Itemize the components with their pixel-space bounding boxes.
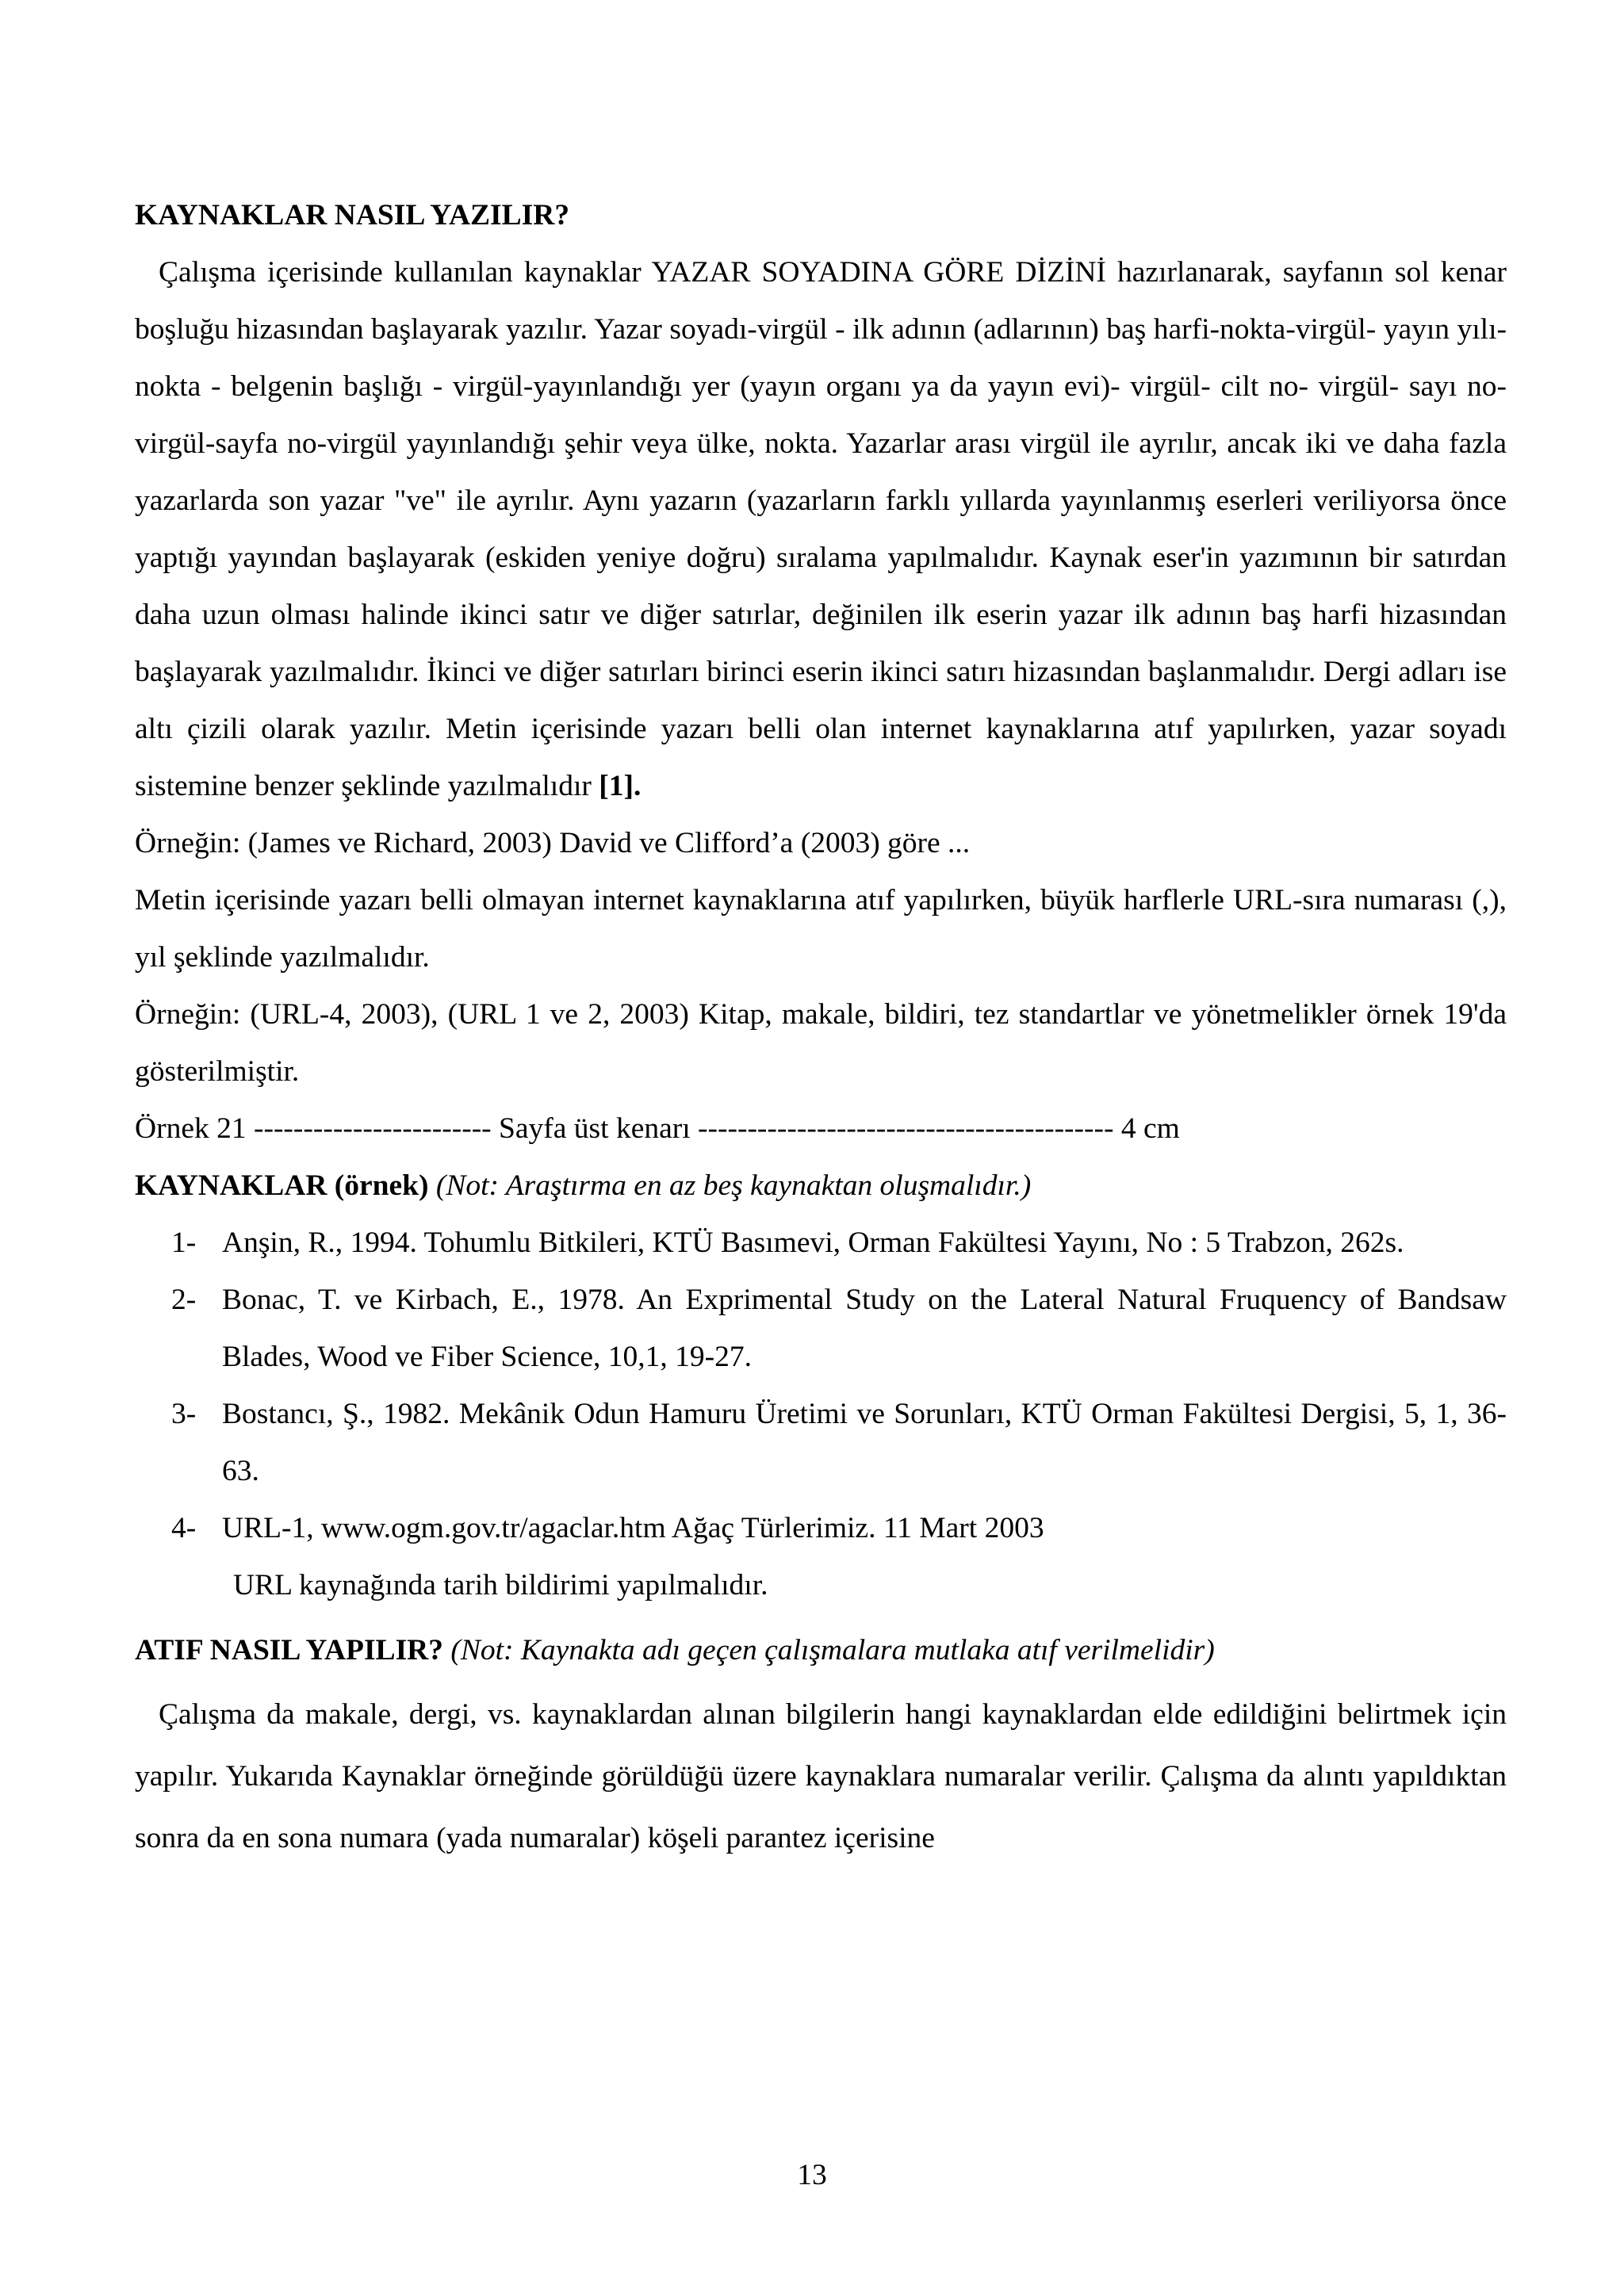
example-21-margin-line: Örnek 21 ------------------------ Sayfa üst kenarı ------------------------------------------ 4 cm [135, 1112, 1180, 1145]
references-title: KAYNAKLAR (örnek) [135, 1169, 429, 1202]
reference-text: Bonac, T. ve Kirbach, E., 1978. An Exprimental Study on the Lateral Natural Fruquency of Bandsaw Blades, Wood ve Fiber Science, 10,1, 19-27. [222, 1284, 1507, 1373]
atif-heading [135, 1622, 1507, 1679]
citation-reference: [1]. [599, 770, 642, 802]
reference-item [135, 1386, 1507, 1500]
atif-note: (Not: Kaynakta adı geçen çalışmalara mutlaka atıf verilmelidir) [450, 1634, 1215, 1667]
references-note: (Not: Araştırma en az beş kaynaktan oluşmalıdır.) [435, 1169, 1032, 1202]
url-date-note: URL kaynağında tarih bildirimi yapılmalıdır. [233, 1569, 768, 1601]
url-citation-paragraph: Metin içerisinde yazarı belli olmayan internet kaynaklarına atıf yapılırken, büyük harflerle URL-sıra numarası (,), yıl şeklinde yazılmalıdır. [135, 884, 1507, 974]
reference-text: Anşin, R., 1994. Tohumlu Bitkileri, KTÜ Basımevi, Orman Fakültesi Yayını, No : 5 Trabzon, 262s. [222, 1226, 1404, 1259]
kaynaklar-instructions-paragraph [135, 244, 1507, 815]
section-title-kaynaklar-nasil-yazilir: KAYNAKLAR NASIL YAZILIR? [135, 199, 570, 232]
reference-text: Bostancı, Ş., 1982. Mekânik Odun Hamuru Üretimi ve Sorunları, KTÜ Orman Fakültesi Dergisi, 5, 1, 36-63. [222, 1398, 1507, 1487]
reference-number: 1- [171, 1226, 197, 1259]
references-heading [135, 1158, 1507, 1215]
page-content [135, 187, 1507, 1869]
page-number: 13 [797, 2159, 827, 2191]
reference-item [135, 1272, 1507, 1386]
example-url-citation: Örneğin: (URL-4, 2003), (URL 1 ve 2, 2003) Kitap, makale, bildiri, tez standartlar ve yönetmelikler örnek 19'da gösterilmiştir. [135, 998, 1507, 1088]
reference-list [135, 1215, 1507, 1557]
reference-item [135, 1215, 1507, 1272]
reference-item [135, 1500, 1507, 1557]
section-title-atif-nasil-yapilir: ATIF NASIL YAPILIR? [135, 1634, 443, 1667]
reference-text: URL-1, www.ogm.gov.tr/agaclar.htm Ağaç Türlerimiz. 11 Mart 2003 [222, 1512, 1044, 1544]
example-author-citation: Örneğin: (James ve Richard, 2003) David ve Clifford’a (2003) göre ... [135, 827, 971, 859]
reference-number: 3- [171, 1398, 197, 1430]
atif-paragraph: Çalışma da makale, dergi, vs. kaynaklardan alınan bilgilerin hangi kaynaklardan elde edildiğini belirtmek için yapılır. Yukarıda Kaynaklar örneğinde görüldüğü üzere kaynaklara numaralar verilir. Çalışma da alıntı yapıldıktan sonra da en sona numara (yada numaralar) köşeli parantez içerisine [135, 1698, 1507, 1854]
kaynaklar-instructions-text: Çalışma içerisinde kullanılan kaynaklar YAZAR SOYADINA GÖRE DİZİNİ hazırlanarak, sayfanın sol kenar boşluğu hizasından başlayarak yazılır. Yazar soyadı-virgül - ilk adının (adlarının) baş harfi-nokta-virgül- yayın yılı- nokta - belgenin başlığı - virgül-yayınlandığı yer (yayın organı ya da yayın evi)- virgül- cilt no- virgül- sayı no- virgül-sayfa no-virgül yayınlandığı şehir veya ülke, nokta. Yazarlar arası virgül ile ayrılır, ancak iki ve daha fazla yazarlarda son yazar "ve" ile ayrılır. Aynı yazarın (yazarların farklı yıllarda yayınlanmış eserleri veriliyorsa önce yaptığı yayından başlayarak (eskiden yeniye doğru) sıralama yapılmalıdır. Kaynak eser'in yazımının bir satırdan daha uzun olması halinde ikinci satır ve diğer satırlar, değinilen ilk eserin yazar ilk adının baş harfi hizasından başlayarak yazılmalıdır. İkinci ve diğer satırları birinci eserin ikinci satırı hizasından başlanmalıdır. Dergi adları ise altı çizili olarak yazılır. Metin içerisinde yazarı belli olan internet kaynaklarına atıf yapılırken, yazar soyadı sistemine benzer şeklinde yazılmalıdır [135, 256, 1507, 802]
reference-number: 4- [171, 1512, 197, 1544]
reference-number: 2- [171, 1284, 197, 1316]
